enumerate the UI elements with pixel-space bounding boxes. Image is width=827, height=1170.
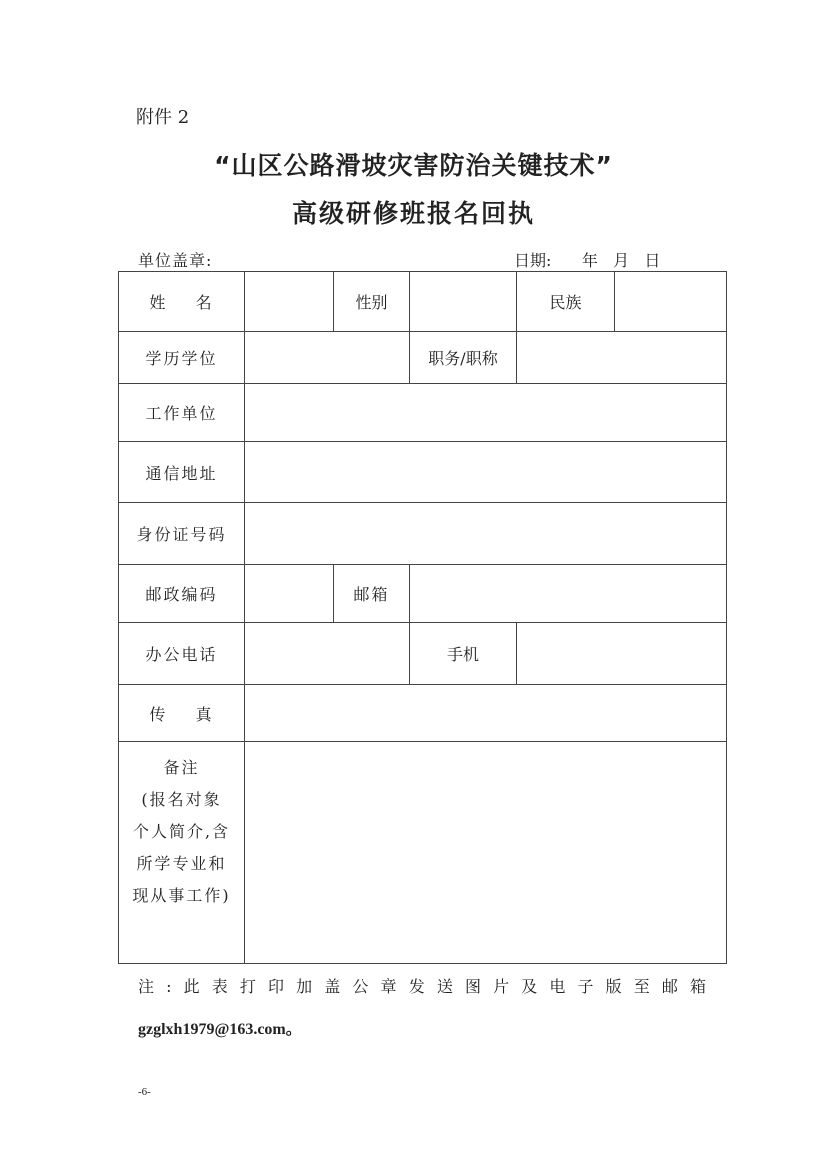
notes-field[interactable] <box>245 742 727 964</box>
ethnicity-label: 民族 <box>517 272 615 332</box>
contact-email[interactable]: gzglxh1979@163.com。 <box>138 1021 302 1038</box>
education-label: 学历学位 <box>119 332 245 384</box>
id-number-label: 身份证号码 <box>119 503 245 565</box>
date-label: 日期: 年 月 日 <box>514 251 661 270</box>
notes-line-5: 现从事工作) <box>132 886 231 905</box>
notes-label <box>119 742 245 964</box>
mobile-field[interactable] <box>517 623 727 685</box>
notes-line-2: (报名对象 <box>141 790 222 809</box>
notes-line-4: 所学专业和 <box>136 854 227 873</box>
mobile-label: 手机 <box>410 623 517 685</box>
postcode-field[interactable] <box>245 565 334 623</box>
id-number-field[interactable] <box>245 503 727 565</box>
name-label: 姓 名 <box>119 272 245 332</box>
address-label: 通信地址 <box>119 442 245 503</box>
gender-label: 性别 <box>334 272 410 332</box>
gender-field[interactable] <box>410 272 517 332</box>
notes-line-1: 备注 <box>163 758 200 777</box>
education-field[interactable] <box>245 332 410 384</box>
attachment-label: 附件 2 <box>136 107 190 128</box>
workplace-field[interactable] <box>245 384 727 442</box>
title-field[interactable] <box>517 332 727 384</box>
office-phone-label: 办公电话 <box>119 623 245 685</box>
seal-label: 单位盖章: <box>138 251 213 270</box>
notes-line-3: 个人简介,含 <box>132 822 231 841</box>
fax-label: 传 真 <box>119 685 245 742</box>
footer-note: 注:此表打印加盖公章发送图片及电子版至邮箱 <box>138 977 708 996</box>
registration-form <box>118 271 727 964</box>
page-title: “山区公路滑坡灾害防治关键技术” <box>214 151 613 180</box>
page-number: -6- <box>138 1086 151 1098</box>
title-label: 职务/职称 <box>410 332 517 384</box>
workplace-label: 工作单位 <box>119 384 245 442</box>
fax-field[interactable] <box>245 685 727 742</box>
ethnicity-field[interactable] <box>615 272 727 332</box>
address-field[interactable] <box>245 442 727 503</box>
page-subtitle: 高级研修班报名回执 <box>291 199 535 228</box>
office-phone-field[interactable] <box>245 623 410 685</box>
postcode-label: 邮政编码 <box>119 565 245 623</box>
email-field[interactable] <box>410 565 727 623</box>
name-field[interactable] <box>245 272 334 332</box>
email-label: 邮箱 <box>334 565 410 623</box>
